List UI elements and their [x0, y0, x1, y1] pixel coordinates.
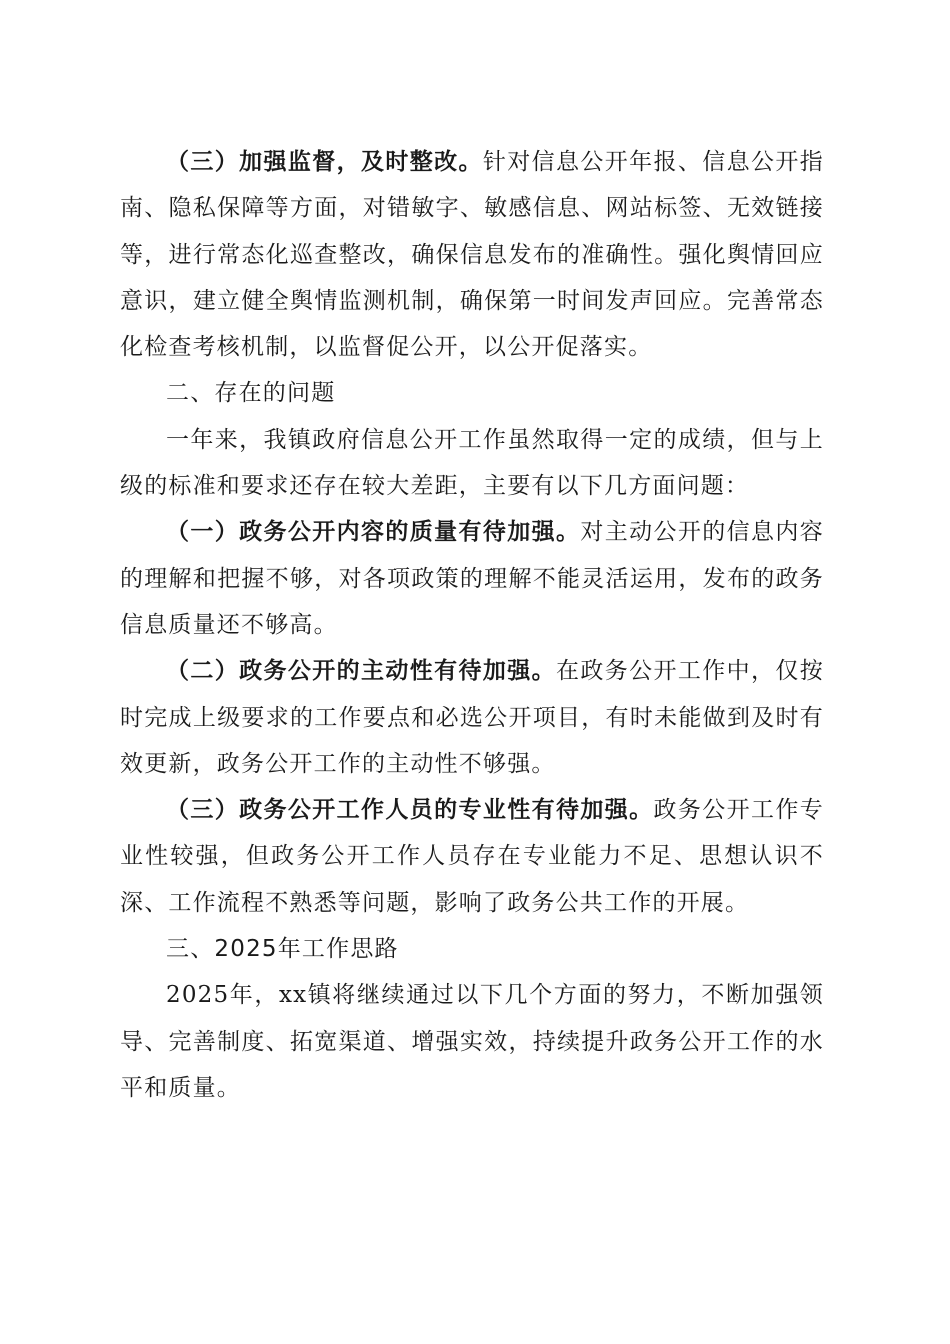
section-heading-plan: 三、2025年工作思路 [166, 936, 399, 963]
paragraph-intro-problems: 一年来，我镇政府信息公开工作虽然取得一定的成绩，但与上级的标准和要求还存在较大差距，主要有以下几方面问题： [120, 426, 824, 500]
paragraph-supervision [120, 139, 824, 370]
paragraph-text: 政务公开工作专业性较强，但政务公开工作人员存在专业能力不足、思想认识不深、工作流程不熟悉等问题，影响了政务公共工作的开展。 [120, 797, 825, 916]
document-body [120, 139, 824, 1111]
paragraph-text: 在政务公开工作中，仅按时完成上级要求的工作要点和必选公开项目，有时未能做到及时有效更新，政务公开工作的主动性不够强。 [120, 658, 824, 777]
paragraph-text: 对主动公开的信息内容的理解和把握不够，对各项政策的理解不能灵活运用，发布的政务信息质量还不够高。 [120, 519, 824, 638]
paragraph-problem-3 [120, 787, 824, 926]
paragraph-lead: （二）政务公开的主动性有待加强。 [166, 658, 557, 685]
paragraph-problem-1 [120, 509, 824, 648]
paragraph-text: 针对信息公开年报、信息公开指南、隐私保障等方面，对错敏字、敏感信息、网站标签、无效链接等，进行常态化巡查整改，确保信息发布的准确性。强化舆情回应意识，建立健全舆情监测机制，确保第一时间发声回应。完善常态化检查考核机制，以监督促公开，以公开促落实。 [120, 149, 824, 361]
paragraph-problem-2 [120, 648, 824, 787]
paragraph-lead: （一）政务公开内容的质量有待加强。 [166, 519, 581, 546]
paragraph-lead: （三）政务公开工作人员的专业性有待加强。 [166, 797, 654, 824]
paragraph-plan: 2025年，xx镇将继续通过以下几个方面的努力，不断加强领导、完善制度、拓宽渠道、增强实效，持续提升政务公开工作的水平和质量。 [120, 982, 824, 1101]
section-heading-problems: 二、存在的问题 [166, 380, 336, 407]
paragraph-lead: （三）加强监督，及时整改。 [166, 149, 483, 175]
